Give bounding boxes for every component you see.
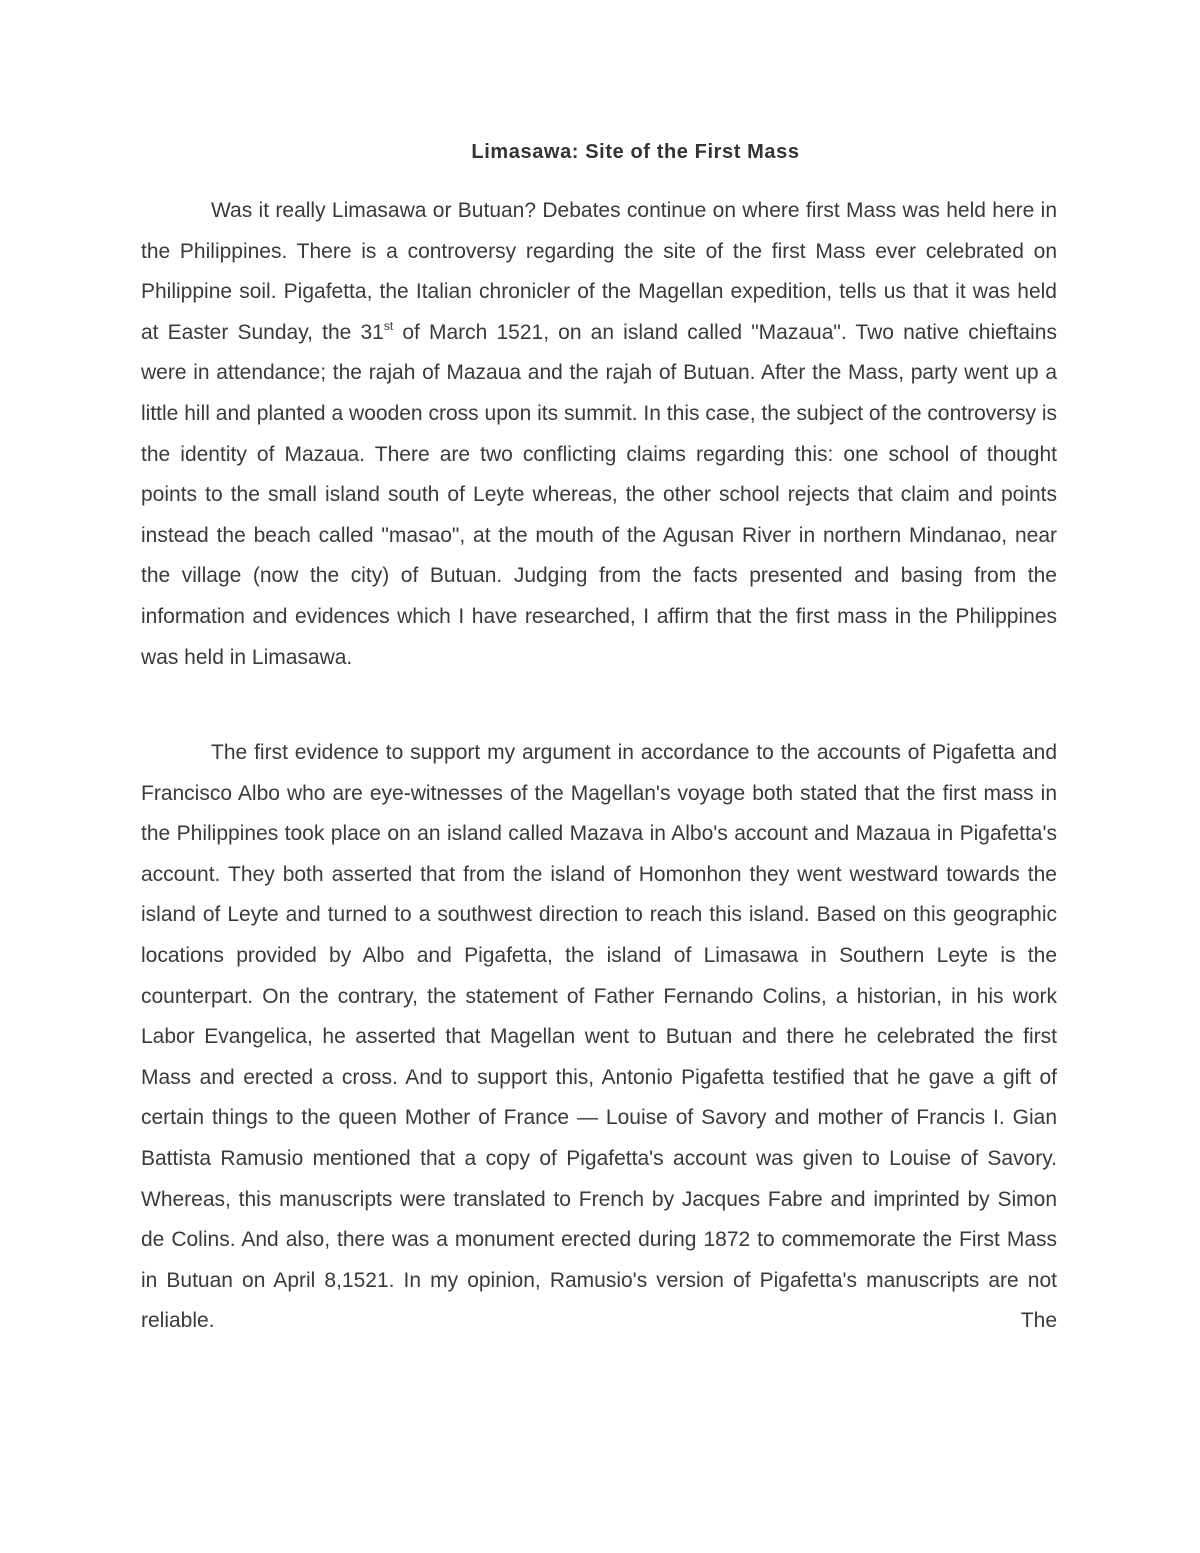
document-title: Limasawa: Site of the First Mass	[471, 141, 800, 163]
paragraph-2-text: The first evidence to support my argument in accordance to the accounts of Pigafetta and Francisco Albo who are eye-witnesses of the Magellan's voyage both stated that the first mass in the Philippines took place on an island called Mazava in Albo's account and Mazaua in Pigafetta's account. They both asserted that from the island of Homonhon they went westward towards the island of Leyte and turned to a southwest direction to reach this island. Based on this geographic locations provided by Albo and Pigafetta, the island of Limasawa in Southern Leyte is the counterpart. On the contrary, the statement of Father Fernando Colins, a historian, in his work Labor Evangelica, he asserted that Magellan went to Butuan and there he celebrated the first Mass and erected a cross. And to support this, Antonio Pigafetta testified that he gave a gift of certain things to the queen Mother of France — Louise of Savory and mother of Francis I. Gian Battista Ramusio mentioned that a copy of Pigafetta's account was given to Louise of Savory. Whereas, this manuscripts were translated to French by Jacques Fabre and imprinted by Simon de Colins. And also, there was a monument erected during 1872 to commemorate the First Mass in Butuan on April 8,1521. In my opinion, Ramusio's version of Pigafetta's manuscripts are not reliable. The	[141, 741, 1057, 1333]
paragraph-1	[141, 191, 1057, 678]
ordinal-suffix: st	[383, 318, 394, 333]
paragraph-1-before-sup: Was it really Limasawa or Butuan? Debates continue on where first Mass was held here in the Philippines. There is a controversy regarding the site of the first Mass ever celebrated on Philippine soil. Pigafetta, the Italian chronicler of the Magellan expedition, tells us that it was held at Easter Sunday, the 31	[141, 199, 1057, 344]
paragraph-1-after-sup: of March 1521, on an island called "Mazaua". Two native chieftains were in attendance; the rajah of Mazaua and the rajah of Butuan. After the Mass, party went up a little hill and planted a wooden cross upon its summit. In this case, the subject of the controversy is the identity of Mazaua. There are two conflicting claims regarding this: one school of thought points to the small island south of Leyte whereas, the other school rejects that claim and points instead the beach called "masao", at the mouth of the Agusan River in northern Mindanao, near the village (now the city) of Butuan. Judging from the facts presented and basing from the information and evidences which I have researched, I affirm that the first mass in the Philippines was held in Limasawa.	[141, 320, 1057, 669]
paragraph-1-text	[141, 191, 1057, 678]
paragraph-2	[141, 733, 1057, 1342]
